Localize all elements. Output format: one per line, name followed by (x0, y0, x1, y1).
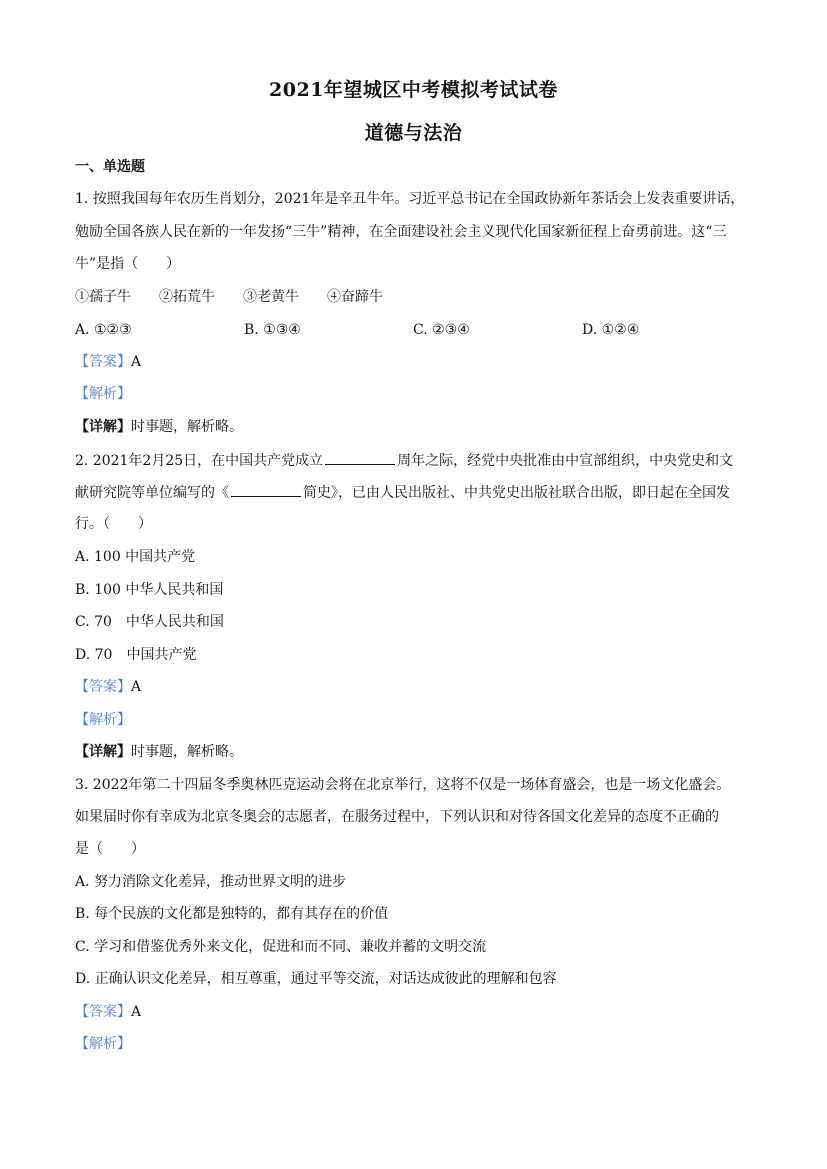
detail-text: 时事题，解析略。 (131, 419, 243, 435)
q2-option-d: D. 70 中国共产党 (75, 647, 197, 663)
q2-line-1 (75, 450, 733, 471)
q2-line-1-end: 周年之际，经党中央批准由中宣部组织，中央党史和文 (397, 453, 734, 469)
exam-title: 2021年望城区中考模拟考试试卷 (269, 79, 558, 101)
detail-text: 时事题，解析略。 (131, 744, 243, 760)
answer-value: A (131, 679, 142, 695)
q3-option-d: D. 正确认识文化差异，相互尊重，通过平等交流，对话达成彼此的理解和包容 (75, 971, 557, 987)
answer-value: A (131, 1004, 142, 1020)
detail-label: 【详解】 (75, 744, 131, 760)
q1-option-b: B. ①③④ (244, 322, 301, 338)
q3-analysis-label: 【解析】 (75, 1036, 131, 1052)
q1-option-a: A. ①②③ (75, 322, 132, 338)
fill-blank (231, 482, 301, 497)
q2-detail (75, 742, 243, 762)
q2-analysis-label: 【解析】 (75, 712, 131, 728)
q3-option-b: B. 每个民族的文化都是独特的，都有其存在的价值 (75, 906, 389, 922)
q1-answer (75, 352, 141, 372)
q2-line-1-start: 2. 2021年2月25日，在中国共产党成立 (75, 453, 324, 469)
q1-detail (75, 417, 243, 437)
q3-answer (75, 1002, 141, 1022)
answer-label: 【答案】 (75, 679, 131, 695)
section-heading: 一、单选题 (75, 159, 145, 175)
q3-line-3: 是（ ） (75, 841, 145, 857)
q2-option-c: C. 70 中华人民共和国 (75, 614, 224, 630)
q3-line-2: 如果届时你有幸成为北京冬奥会的志愿者，在服务过程中，下列认识和对待各国文化差异的态度不正确的 (75, 809, 719, 825)
q1-option-d: D. ①②④ (582, 322, 640, 338)
q2-line-3: 行。（ ） (75, 516, 152, 532)
q1-items: ①孺子牛 ②拓荒牛 ③老黄牛 ④奋蹄牛 (75, 289, 383, 305)
subject-title: 道德与法治 (364, 122, 463, 144)
q1-option-c: C. ②③④ (413, 322, 470, 338)
q1-analysis-label: 【解析】 (75, 386, 131, 402)
q1-line-2: 勉励全国各族人民在新的一年发扬“三牛”精神，在全面建设社会主义现代化国家新征程上奋勇前进。这“三 (75, 224, 727, 240)
q3-line-1: 3. 2022年第二十四届冬季奥林匹克运动会将在北京举行，这将不仅是一场体育盛会，也是一场文化盛会。 (75, 777, 731, 793)
q1-line-3: 牛”是指（ ） (75, 256, 181, 272)
q2-line-2-end: 简史》，已由人民出版社、中共党史出版社联合出版，即日起在全国发 (303, 485, 730, 501)
q3-option-c: C. 学习和借鉴优秀外来文化，促进和而不同、兼收并蓄的文明交流 (75, 939, 487, 955)
q2-line-2 (75, 482, 730, 503)
q1-line-1: 1. 按照我国每年农历生肖划分，2021年是辛丑牛年。习近平总书记在全国政协新年茶话会上发表重要讲话， (75, 191, 745, 207)
q2-option-a: A. 100 中国共产党 (75, 549, 196, 565)
answer-label: 【答案】 (75, 354, 131, 370)
answer-value: A (131, 354, 142, 370)
detail-label: 【详解】 (75, 419, 131, 435)
fill-blank (325, 450, 395, 465)
q3-option-a: A. 努力消除文化差异，推动世界文明的进步 (75, 874, 347, 890)
q2-option-b: B. 100 中华人民共和国 (75, 582, 224, 598)
q2-line-2-start: 献研究院等单位编写的《 (75, 485, 229, 501)
q2-answer (75, 677, 141, 697)
answer-label: 【答案】 (75, 1004, 131, 1020)
